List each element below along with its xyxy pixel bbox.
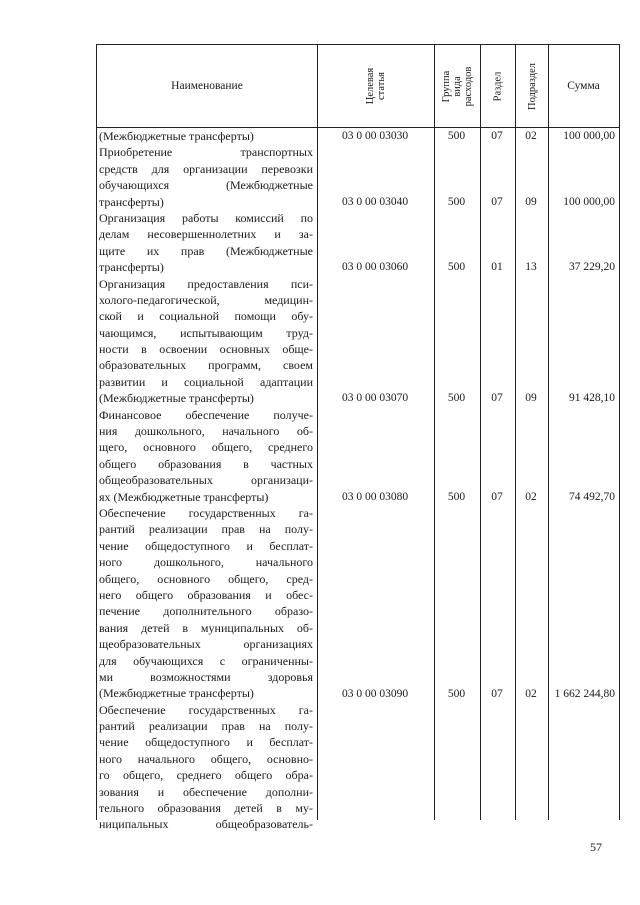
description-line: ниципальных общеобразователь- — [99, 817, 313, 832]
row-code: 03 0 00 03080 — [341, 490, 409, 503]
description-line: щего, основного общего, среднего — [99, 440, 313, 455]
description-line: образовательных программ, своем — [99, 358, 313, 373]
row-subsection: 02 — [525, 687, 537, 700]
header-name: Наименование — [171, 80, 243, 92]
row-sum: 1 662 244,80 — [554, 687, 615, 700]
description-line: ми возможностями здоровья — [99, 669, 313, 684]
description-line: трансферты) — [99, 194, 164, 209]
header-subsection: Подраздел — [526, 62, 538, 110]
description-line: рантий реализации прав на полу- — [99, 522, 313, 537]
row-code: 03 0 00 03040 — [341, 195, 409, 208]
description-line: общего образования в частных — [99, 456, 313, 471]
description-line: развитии и социальной адаптации — [99, 374, 313, 389]
description-line: ного дошкольного, начального — [99, 555, 313, 570]
row-sum: 91 428,10 — [569, 392, 615, 405]
row-section: 07 — [491, 687, 503, 700]
description-line: Организация работы комиссий по — [99, 210, 313, 225]
description-line: средств для организации перевозки — [99, 161, 313, 176]
row-code: 03 0 00 03090 — [341, 687, 409, 700]
row-group: 500 — [447, 195, 466, 208]
description-line: делам несовершеннолетних и за- — [99, 227, 313, 242]
row-sum: 100 000,00 — [563, 130, 615, 142]
page-number: 57 — [590, 840, 602, 854]
description-line: Финансовое обеспечение получе- — [99, 407, 313, 422]
header-section: Раздел — [492, 71, 504, 101]
description-line: (Межбюджетные трансферты) — [99, 391, 254, 406]
row-code: 03 0 00 03070 — [341, 392, 409, 405]
description-line: обучающихся (Межбюджетные — [99, 178, 313, 193]
row-section: 07 — [491, 392, 503, 405]
description-line: чение общедоступного и бесплат- — [99, 735, 313, 750]
description-line: Организация предоставления пси- — [99, 276, 313, 291]
description-line: общего, основного общего, сред- — [99, 571, 313, 586]
row-group: 500 — [447, 687, 466, 700]
description-line: го общего, среднего общего обра- — [99, 768, 313, 783]
description-line: (Межбюджетные трансферты) — [99, 129, 254, 143]
budget-table — [96, 44, 620, 832]
row-group: 500 — [447, 261, 466, 274]
description-line: трансферты) — [99, 260, 164, 275]
description-line: ного начального общего, основно- — [99, 751, 313, 766]
row-section: 07 — [491, 130, 503, 142]
description-column — [99, 128, 313, 833]
description-line: для обучающихся с ограниченны- — [99, 653, 313, 668]
description-line: печение дополнительного образо- — [99, 604, 313, 619]
description-line: чающимся, испытывающим труд- — [99, 325, 313, 340]
row-subsection: 09 — [525, 392, 537, 405]
description-line: Обеспечение государственных га- — [99, 505, 313, 520]
row-sum: 100 000,00 — [563, 195, 615, 208]
description-line: холого-педагогической, медицин- — [99, 292, 313, 307]
description-line: вания детей в муниципальных об- — [99, 620, 313, 635]
description-line: ния дошкольного, начального об- — [99, 424, 313, 439]
row-group: 500 — [447, 130, 466, 142]
column-divider — [434, 45, 435, 820]
description-line: ях (Межбюджетные трансферты) — [99, 489, 269, 504]
description-line: зования и обеспечение дополни- — [99, 784, 313, 799]
description-line: Обеспечение государственных га- — [99, 702, 313, 717]
row-subsection: 02 — [525, 130, 537, 142]
column-divider — [480, 45, 481, 820]
row-subsection: 09 — [525, 195, 537, 208]
row-group: 500 — [447, 490, 466, 503]
description-line: щеобразовательных организациях — [99, 637, 313, 652]
row-section: 07 — [491, 490, 503, 503]
column-divider — [317, 45, 318, 820]
table-header — [97, 45, 619, 128]
description-line: чение общедоступного и бесплат- — [99, 538, 313, 553]
header-group: Группа вида расходов — [441, 66, 474, 106]
row-subsection: 13 — [525, 261, 537, 274]
description-line: него общего образования и обес- — [99, 587, 313, 602]
row-section: 01 — [491, 261, 503, 274]
description-line: (Межбюджетные трансферты) — [99, 686, 254, 701]
column-divider — [548, 45, 549, 820]
row-group: 500 — [447, 392, 466, 405]
row-code: 03 0 00 03060 — [341, 261, 409, 274]
description-line: ности в освоении основных обще- — [99, 342, 313, 357]
description-line: общеобразовательных организаци- — [99, 473, 313, 488]
row-subsection: 02 — [525, 490, 537, 503]
row-section: 07 — [491, 195, 503, 208]
row-sum: 37 229,20 — [569, 261, 615, 274]
column-divider — [515, 45, 516, 820]
header-code: Целевая статья — [364, 67, 387, 105]
description-line: Приобретение транспортных — [99, 145, 313, 160]
row-sum: 74 492,70 — [569, 490, 615, 503]
description-line: щите их прав (Межбюджетные — [99, 243, 313, 258]
header-sum: Сумма — [567, 80, 600, 92]
description-line: тельного образования детей в му- — [99, 801, 313, 816]
description-line: рантий реализации прав на полу- — [99, 719, 313, 734]
description-line: ской и социальной помощи обу- — [99, 309, 313, 324]
row-code: 03 0 00 03030 — [341, 130, 409, 142]
